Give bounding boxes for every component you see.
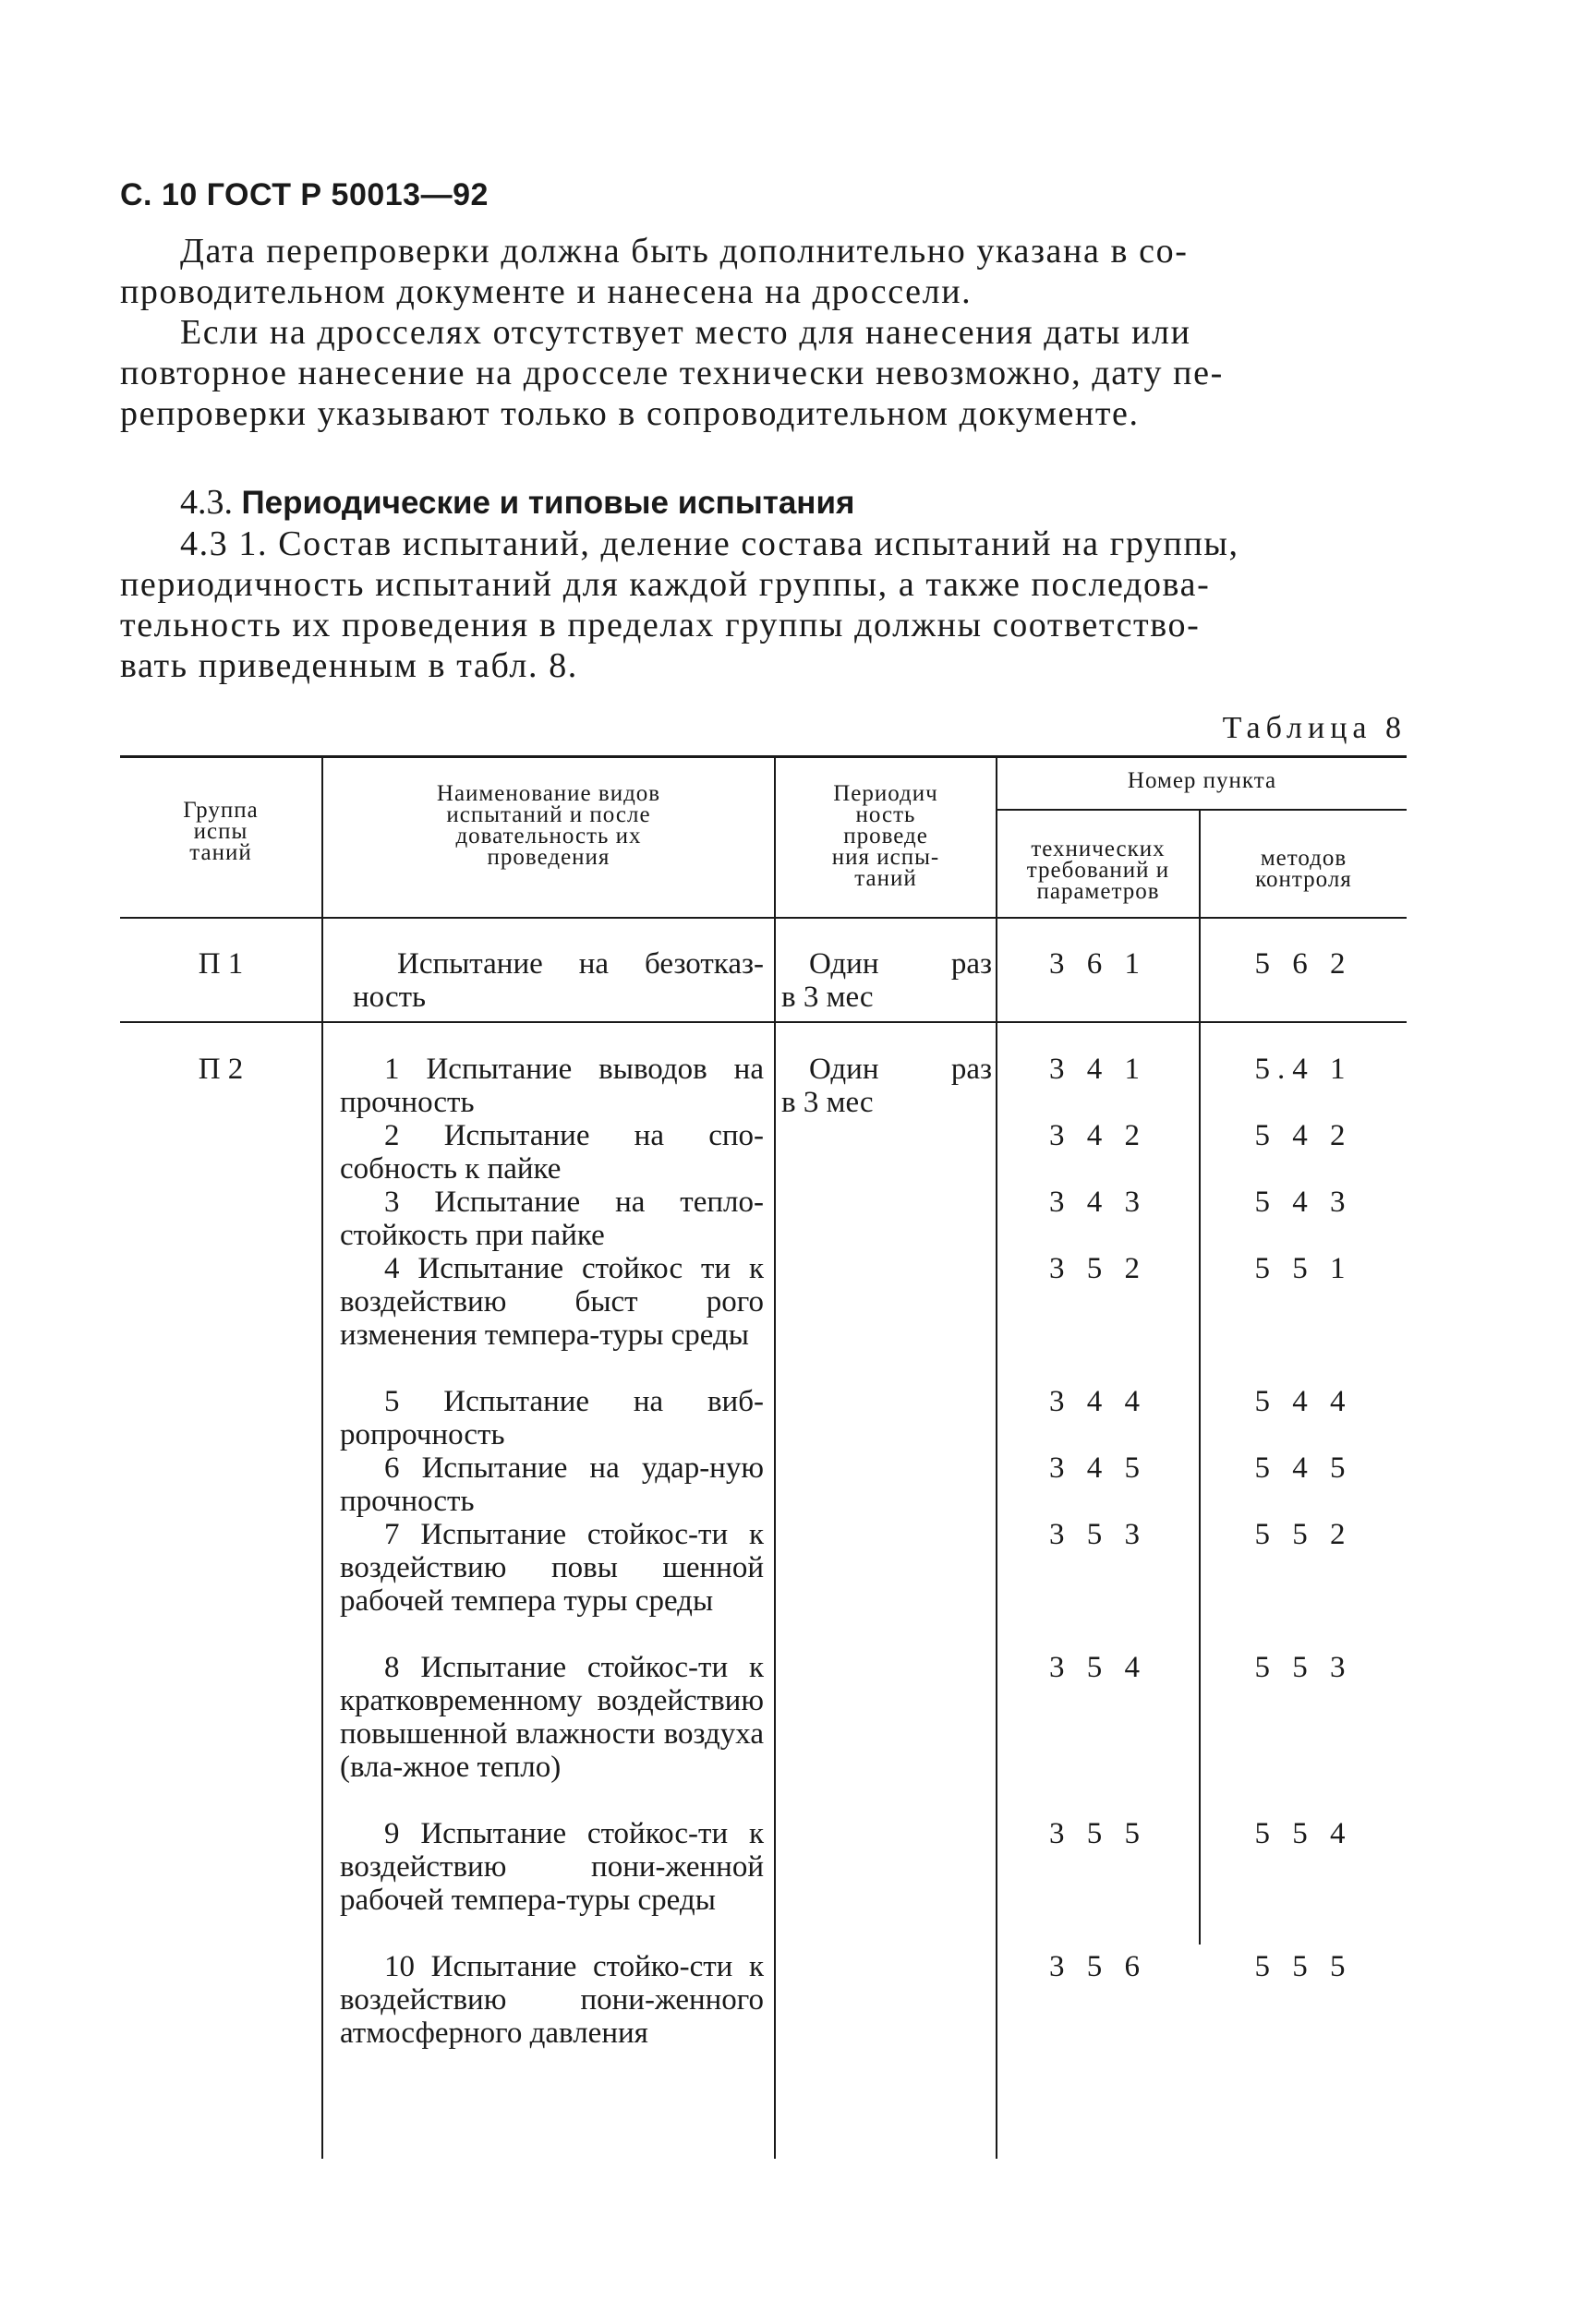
header-line: методов [1260, 846, 1347, 871]
period-text: Один [809, 947, 879, 981]
test-name-text: 8 Испытание стойкос-ти к кратковременному воздействию повышенной влажности воздуха (вла-жное тепло) [340, 1651, 764, 1784]
row2-tech-number: 3 5 4 [1049, 1651, 1147, 1684]
row2-method-number: 5 4 5 [1254, 1451, 1353, 1485]
text-line: периодичность испытаний для каждой группы, а также последова- [120, 565, 1211, 604]
text-line: вать приведенным в табл. 8. [120, 646, 578, 685]
row2-method-number: 5 5 4 [1254, 1817, 1353, 1850]
text-line: 4.3 1. Состав испытаний, деление состава испытаний на группы, [180, 524, 1239, 563]
row2-tech-number: 3 5 5 [1049, 1817, 1147, 1850]
period-line [781, 947, 992, 981]
header-group [120, 800, 321, 863]
row2-tech-number: 3 4 4 [1049, 1385, 1147, 1418]
period-text: раз [950, 947, 992, 981]
test-name-text: 4 Испытание стойкос ти к воздействию быст рого изменения темпера-туры среды [340, 1252, 764, 1352]
col-divider [321, 755, 323, 2159]
text-line: повторное нанесение на дросселе технически невозможно, дату пе- [120, 354, 1224, 392]
table-caption: Таблица 8 [1222, 711, 1407, 745]
header-line: ния испы- [831, 845, 940, 870]
test-name-text: 9 Испытание стойкос-ти к воздействию пони-женной рабочей темпера-туры среды [340, 1817, 764, 1917]
row-divider [120, 1021, 1407, 1023]
header-line: испы [193, 819, 248, 844]
page-header: С. 10 ГОСТ Р 50013—92 [120, 177, 489, 212]
row2-method-number: 5 5 1 [1254, 1252, 1353, 1285]
row2-periodicity [781, 1053, 992, 1119]
row2-tech-number: 3 4 1 [1049, 1053, 1147, 1086]
row2-tech-number: 3 4 3 [1049, 1186, 1147, 1219]
header-line: Группа [183, 798, 259, 823]
header-line: Периодич [833, 781, 938, 806]
text-line: тельность их проведения в пределах группы должны соответство- [120, 606, 1201, 644]
header-test-name [323, 783, 774, 868]
period-line [781, 1053, 992, 1086]
paragraph-recheck-date [120, 231, 1407, 312]
row2-method-number: 5 5 3 [1254, 1651, 1353, 1684]
header-line: технических [1031, 837, 1166, 861]
row2-tech-number: 3 5 2 [1049, 1252, 1147, 1285]
row2-method-number: 5.4 1 [1254, 1053, 1353, 1086]
col-divider [774, 755, 776, 2159]
text-line: Если на дросселях отсутствует место для нанесения даты или [180, 313, 1191, 352]
row2-test-item [340, 1186, 764, 1252]
test-name-text: 6 Испытание на удар-ную прочность [340, 1451, 764, 1518]
text-line: проводительном документе и нанесена на дроссели. [120, 272, 973, 311]
header-line: контроля [1255, 867, 1352, 892]
row2-test-item [340, 1817, 764, 1917]
number-header-rule [996, 809, 1407, 811]
header-tech-requirements [997, 838, 1199, 902]
row2-test-item [340, 1119, 764, 1186]
header-periodicity [776, 783, 996, 889]
row2-group: П 2 [198, 1053, 244, 1086]
row2-tech-number: 3 4 2 [1049, 1119, 1147, 1152]
row2-test-item [340, 1385, 764, 1451]
row2-test-item [340, 1950, 764, 2050]
row2-test-item [340, 1053, 764, 1119]
header-line: испытаний и после [446, 802, 651, 827]
test-name-text: 1 Испытание выводов на прочность [340, 1053, 764, 1119]
row2-tech-number: 3 5 3 [1049, 1518, 1147, 1551]
paragraph-test-composition [120, 524, 1407, 686]
row1-group: П 1 [198, 947, 244, 981]
row2-test-item [340, 1451, 764, 1518]
section-number: 4.3. [180, 483, 233, 522]
row2-method-number: 5 4 2 [1254, 1119, 1353, 1152]
row2-method-number: 5 5 5 [1254, 1950, 1353, 1983]
period-text: в 3 мес [781, 1086, 874, 1119]
row2-method-number: 5 4 4 [1254, 1385, 1353, 1418]
row1-test-name [353, 947, 764, 1014]
header-line: параметров [1036, 879, 1160, 904]
row2-tech-number: 3 5 6 [1049, 1950, 1147, 1983]
section-heading [180, 482, 854, 524]
text-line: репроверки указывают только в сопроводительном документе. [120, 394, 1140, 433]
header-line: ность [855, 802, 916, 827]
row2-test-item [340, 1651, 764, 1784]
row2-method-number: 5 5 2 [1254, 1518, 1353, 1551]
text-line: Дата перепроверки должна быть дополнительно указана в со- [180, 232, 1189, 271]
section-title: Периодические и типовые испытания [241, 485, 855, 521]
paragraph-no-space [120, 312, 1407, 434]
test-name-text: 10 Испытание стойко-сти к воздействию пони-женного атмосферного давления [340, 1950, 764, 2050]
test-name-text: 7 Испытание стойкос-ти к воздействию повы шенной рабочей темпера туры среды [340, 1518, 764, 1618]
table-top-rule [120, 755, 1407, 758]
header-line: проведе [843, 824, 928, 849]
row2-method-number: 5 4 3 [1254, 1186, 1353, 1219]
header-line: таний [854, 866, 917, 891]
header-line: Наименование видов [436, 781, 661, 806]
period-text: в 3 мес [781, 981, 874, 1014]
header-bottom-rule [120, 917, 1407, 919]
header-item-number: Номер пункта [1127, 768, 1277, 793]
row1-tech-number: 3 6 1 [1049, 947, 1147, 981]
row1-periodicity [781, 947, 992, 1014]
row1-method-number: 5 6 2 [1254, 947, 1353, 981]
header-line: таний [189, 840, 252, 865]
header-line: проведения [487, 845, 610, 870]
test-name-text: 3 Испытание на тепло-стойкость при пайке [340, 1186, 764, 1252]
test-groups-table [120, 755, 1407, 2168]
row2-test-item [340, 1518, 764, 1618]
test-name-text: 5 Испытание на виб-ропрочность [340, 1385, 764, 1451]
period-text: раз [950, 1053, 992, 1086]
test-name-text: 2 Испытание на спо-собность к пайке [340, 1119, 764, 1186]
row2-test-item [340, 1252, 764, 1352]
header-line: довательность их [455, 824, 642, 849]
test-name-text: Испытание на безотказ-ность [353, 947, 764, 1014]
row2-tech-number: 3 4 5 [1049, 1451, 1147, 1485]
header-line: требований и [1026, 858, 1170, 883]
period-text: Один [809, 1053, 879, 1086]
header-control-methods [1201, 848, 1407, 890]
